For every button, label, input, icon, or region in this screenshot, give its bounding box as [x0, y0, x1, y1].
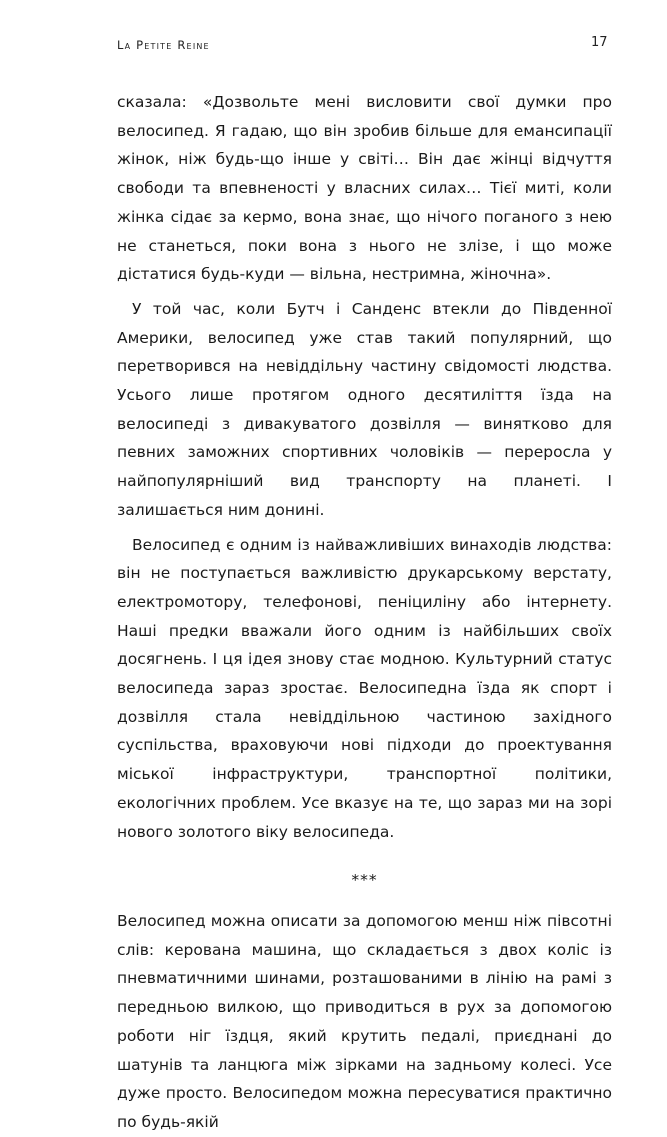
paragraph-1: сказала: «Дозвольте мені висловити свої думки про велосипед. Я гадаю, що він зробив більше для емансипації жінок, ніж будь-що інше у світі… Він дає жінці відчуття свободи та впевненості у власних силах… Тієї миті, коли жінка сідає за кермо, вона знає, що нічого поганого з нею не станеться, поки вона з нього не злізе, і що може дістатися будь-куди — вільна, нестримна, жіночна».	[117, 93, 612, 284]
body-text	[117, 88, 612, 1137]
paragraph-3: Велосипед є одним із найважливіших винаходів людства: він не поступається важливістю друкарському верстату, електромотору, телефонові, пеніциліну або інтернету. Наші предки вважали його одним із найбільших своїх досягнень. І ця ідея знову стає модною. Культурний статус велосипеда зараз зростає. Велосипедна їзда як спорт і дозвілля стала невіддільною частиною західного суспільства, враховуючи нові підходи до проектування міської інфраструктури, транспортної політики, екологічних проблем. Усе вказує на те, що зараз ми на зорі нового золотого віку велосипеда.	[117, 535, 612, 841]
paragraph-4: Велосипед можна описати за допомогою менш ніж півсотні слів: керована машина, що складається з двох коліс із пневматичними шинами, розташованими в лінію на рамі з передньою вилкою, що приводиться в рух за допомогою роботи ніг їздця, який крутить педалі, приєднані до шатунів та ланцюга між зірками на задньому колесі. Усе дуже просто. Велосипедом можна пересуватися практично по будь-якій	[117, 911, 612, 1131]
page-number: 17	[591, 35, 608, 50]
paragraph-2: У той час, коли Бутч і Санденс втекли до Південної Америки, велосипед уже став такий популярний, що перетворився на невіддільну частину свідомості людства. Усього лише протягом одного десятиліття їзда на велосипеді з дивакуватого дозвілля — винятково для певних заможних спортивних чоловіків — переросла у найпопулярніший вид транспорту на планеті. І залишається ним донині.	[117, 299, 612, 519]
section-separator: ***	[351, 871, 378, 890]
running-title: La Petite Reine	[117, 38, 210, 52]
